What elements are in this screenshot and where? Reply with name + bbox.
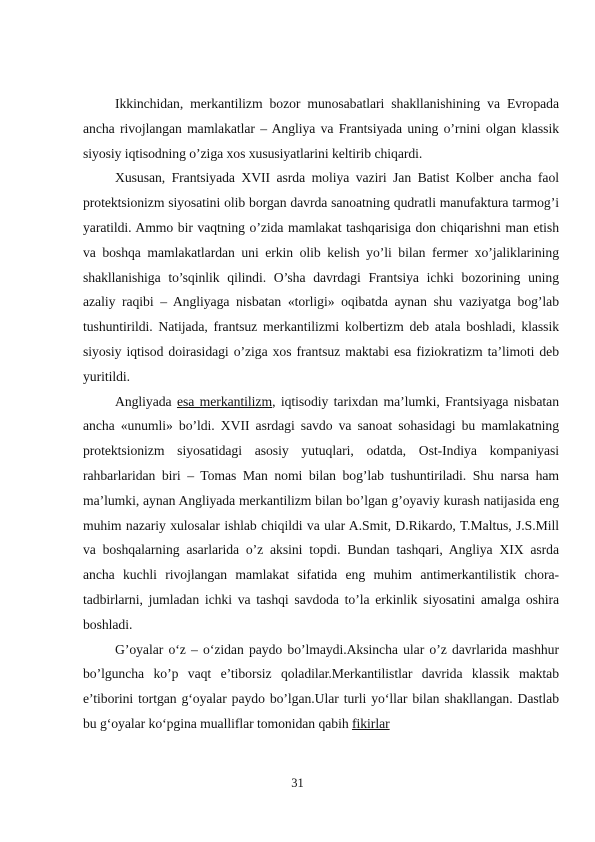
paragraph-4-lead: G’oyalar o‘z – o‘zidan paydo bo’lmaydi.Aksincha ular o’z davrlarida mashhur bo’lguncha ko’p vaqt e’tiborsiz qoladilar.Merkantilistlar davrida klassik maktab e’tiborini tortgan g‘oyalar paydo bo’lgan.Ular turli yo‘llar bilan shakllangan. Dastlab bu g‘oyalar ko‘pgina mualliflar tomonidan qabih	[83, 641, 559, 731]
paragraph-4	[83, 638, 559, 737]
page-number: 31	[291, 776, 304, 790]
merkantilizm-link[interactable]: esa merkantilizm	[176, 393, 273, 409]
paragraph-3-lead: Angliyada	[115, 393, 177, 409]
paragraph-3-rest: , iqtisodiy tarixdan ma’lumki, Frantsiyaga nisbatan ancha «unumli» bo’ldi. XVII asrdagi savdo va sanoat sohasidagi bu mamlakatning protektsionizm siyosatidagi asosiy yutuqlari, odatda, Ost-Indiya kompaniyasi rahbarlaridan biri – Tomas Man nomi bilan bog’lab tushuntiriladi. Shu narsa ham ma’lumki, aynan Angliyada merkantilizm bilan bo’lgan g’oyaviy kurash natijasida eng muhim nazariy xulosalar ishlab chiqildi va ular A.Smit, D.Rikardo, T.Maltus, J.S.Mill va boshqalarning asarlarida o’z aksini topdi. Bundan tashqari, Angliya XIX asrda ancha kuchli rivojlangan mamlakat sifatida eng muhim antimerkantilistik chora-tadbirlarni, jumladan ichki va tashqi savdoda to’la erkinlik siyosatini amalga oshira boshladi.	[83, 393, 559, 632]
document-body	[83, 92, 559, 737]
paragraph-2: Xususan, Frantsiyada XVII asrda moliya vaziri Jan Batist Kolber ancha faol protektsionizm siyosatini olib borgan davrda sanoatning qudratli manufaktura tarmog’i yaratildi. Ammo bir vaqtning o’zida mamlakat tashqarisiga don chiqarishni man etish va boshqa mamlakatlardan uni erkin olib kelish yo’li bilan fermer xo’jaliklarining shakllanishiga to’sqinlik qilindi. O’sha davrdagi Frantsiya ichki bozorining uning azaliy raqibi – Angliyaga nisbatan «torligi» oqibatda aynan shu vaziyatga bog’lab tushuntirildi. Natijada, frantsuz merkantilizmi kolbertizm deb atala boshladi, klassik siyosiy iqtisod doirasidagi o’ziga xos frantsuz maktabi esa fiziokratizm ta’limoti deb yuritildi.	[83, 170, 559, 384]
paragraph-3	[83, 390, 559, 638]
paragraph-1: Ikkinchidan, merkantilizm bozor munosabatlari shakllanishining va Evropada ancha rivojlangan mamlakatlar – Angliya va Frantsiyada uning o’rnini olgan klassik siyosiy iqtisodning o’ziga xos xususiyatlarini keltirib chiqardi.	[83, 96, 559, 161]
fikirlar-link[interactable]: fikirlar	[352, 715, 390, 731]
